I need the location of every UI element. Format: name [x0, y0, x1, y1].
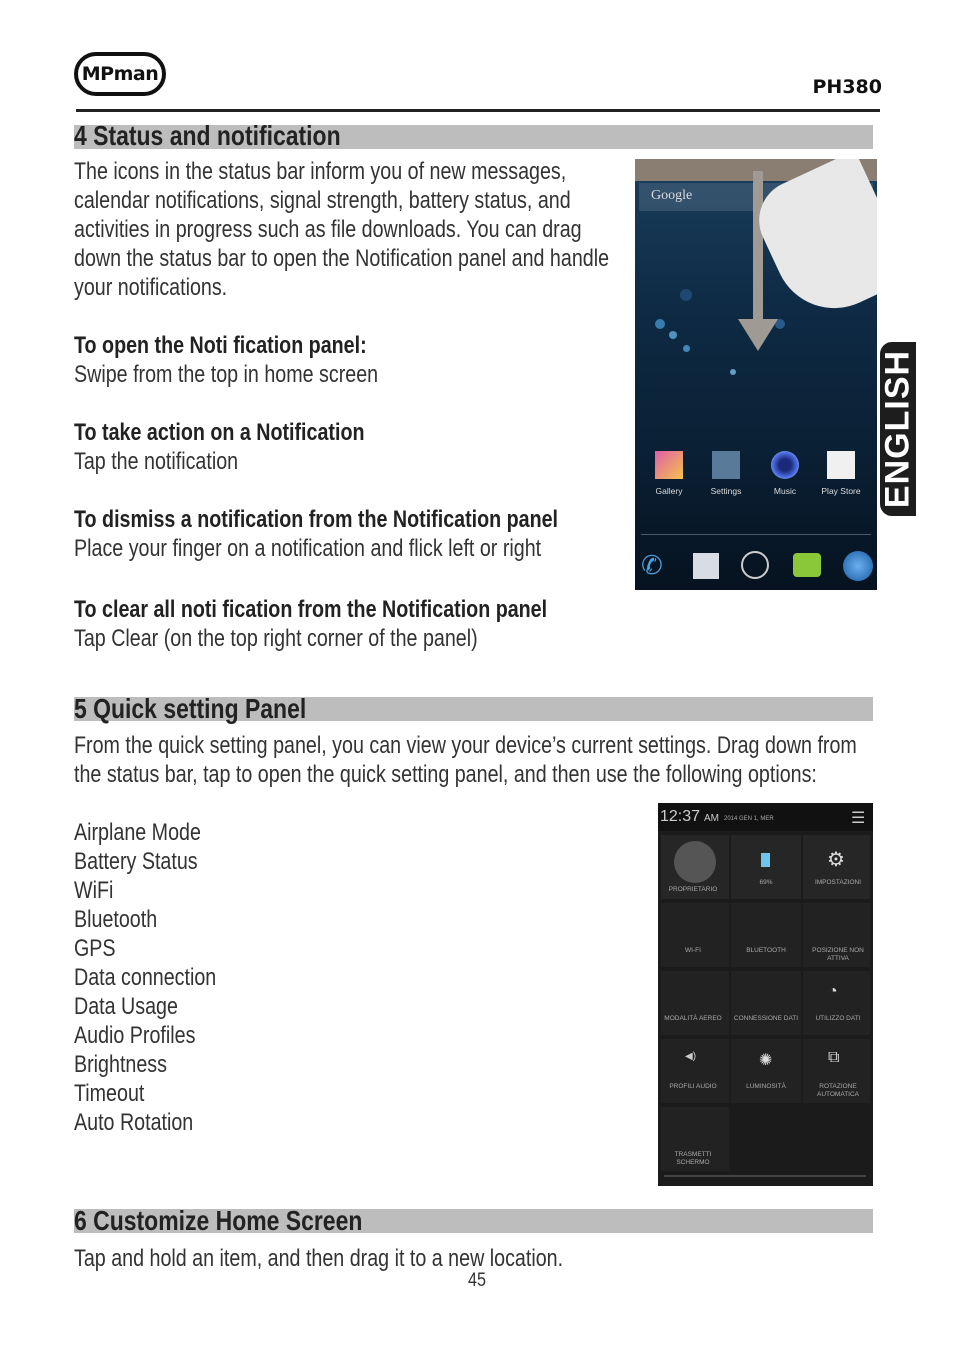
take-action-body: Tap the notification — [74, 448, 239, 475]
app-drawer-icon — [741, 551, 769, 579]
section-4-title: 4 Status and notification — [74, 120, 341, 151]
app-label-music: Music — [773, 486, 797, 496]
drag-arrow-shaft — [753, 171, 763, 329]
rotation-icon: ⧉ — [828, 1049, 840, 1066]
option-data-usage: Data Usage — [74, 993, 178, 1020]
brightness-icon: ✺ — [759, 1052, 773, 1069]
tile-airplane — [661, 971, 729, 1035]
language-tab-label: ENGLISH — [878, 349, 917, 509]
tile-label-settings: IMPOSTAZIONI — [814, 879, 862, 886]
option-battery-status: Battery Status — [74, 848, 198, 875]
tile-data-connection — [731, 971, 801, 1035]
section-4-intro-line-2: calendar notifications, signal strength, battery status, and — [74, 187, 571, 214]
tile-label-audio-profiles: PROFILI AUDIO — [669, 1083, 717, 1090]
option-gps: GPS — [74, 935, 116, 962]
drag-arrow-head — [738, 319, 778, 351]
section-4-intro-line-1: The icons in the status bar inform you of new messages, — [74, 158, 567, 185]
play-store-icon — [827, 451, 855, 479]
clear-all-heading: To clear all noti fication from the Notification panel — [74, 596, 548, 623]
option-audio-profiles: Audio Profiles — [74, 1022, 196, 1049]
clear-all-body: Tap Clear (on the top right corner of the panel) — [74, 625, 478, 652]
open-panel-body: Swipe from the top in home screen — [74, 361, 379, 388]
tile-audio-profiles — [661, 1039, 729, 1103]
tile-label-owner: PROPRIETARIO — [668, 886, 718, 893]
brand-logo — [74, 52, 166, 96]
settings-icon — [712, 451, 740, 479]
section-4-intro-line-5: your notifications. — [74, 274, 228, 301]
section-4-intro-line-3: activities in progress such as file downloads. You can drag — [74, 216, 582, 243]
gear-icon: ⚙ — [827, 849, 845, 871]
open-panel-heading: To open the Noti fication panel: — [74, 332, 367, 359]
dismiss-heading: To dismiss a notification from the Notification panel — [74, 506, 559, 533]
tile-bluetooth — [731, 903, 801, 967]
app-label-settings: Settings — [710, 486, 742, 496]
app-label-play-store: Play Store — [821, 486, 861, 496]
clock-ampm: AM — [704, 813, 719, 824]
option-brightness: Brightness — [74, 1051, 167, 1078]
page-number: 45 — [468, 1270, 486, 1291]
model-number: PH380 — [812, 76, 882, 98]
tile-label-wifi: WI-FI — [685, 947, 701, 954]
contacts-icon — [693, 553, 719, 579]
tile-label-auto-rotation: ROTAZIONE AUTOMATICA — [816, 1083, 859, 1098]
tile-brightness — [731, 1039, 801, 1103]
tile-label-brightness: LUMINOSITÀ — [746, 1083, 786, 1090]
header-divider — [76, 109, 880, 112]
section-6-title: 6 Customize Home Screen — [74, 1205, 363, 1236]
section-5-intro-line-2: the status bar, tap to open the quick setting panel, and then use the following options: — [74, 761, 817, 788]
section-6-body: Tap and hold an item, and then drag it to a new location. — [74, 1245, 564, 1272]
menu-icon: ☰ — [851, 810, 866, 827]
option-data-connection: Data connection — [74, 964, 217, 991]
tile-label-cast-screen: TRASMETTI SCHERMO — [674, 1151, 712, 1166]
language-tab — [880, 342, 916, 516]
phone-icon: ✆ — [641, 550, 663, 580]
option-airplane-mode: Airplane Mode — [74, 819, 201, 846]
tile-label-airplane: MODALITÀ AEREO — [664, 1015, 722, 1022]
option-timeout: Timeout — [74, 1080, 145, 1107]
clock-date: 2014 GEN 1, MER — [724, 816, 774, 822]
section-5-intro-line-1: From the quick setting panel, you can view your device’s current settings. Drag down from — [74, 732, 857, 759]
clock-time: 12:37 — [660, 808, 701, 825]
data-usage-icon: ◔ — [828, 983, 838, 1000]
dismiss-body: Place your finger on a notification and flick left or right — [74, 535, 542, 562]
app-label-gallery: Gallery — [655, 486, 683, 496]
tile-battery — [731, 835, 801, 899]
section-4-intro-line-4: down the status bar to open the Notification panel and handle — [74, 245, 610, 272]
messaging-icon — [793, 553, 821, 577]
tile-wifi — [661, 903, 729, 967]
option-bluetooth: Bluetooth — [74, 906, 158, 933]
speaker-icon: ◀) — [685, 1051, 697, 1062]
owner-avatar — [674, 841, 716, 883]
tile-label-location: POSIZIONE NON ATTIVA — [812, 947, 864, 962]
option-wifi: WiFi — [74, 877, 114, 904]
quick-settings-screenshot — [658, 803, 873, 1186]
battery-icon — [761, 853, 770, 867]
browser-icon — [843, 551, 873, 581]
search-text: Google — [651, 188, 693, 203]
tile-settings — [803, 835, 870, 899]
tile-label-bluetooth: BLUETOOTH — [746, 947, 786, 954]
option-auto-rotation: Auto Rotation — [74, 1109, 194, 1136]
logo-text: MPman — [81, 63, 159, 85]
gallery-icon — [655, 451, 683, 479]
tile-data-usage — [803, 971, 870, 1035]
tile-label-battery: 69% — [759, 879, 773, 886]
section-5-title: 5 Quick setting Panel — [74, 693, 307, 724]
tile-label-data-connection: CONNESSIONE DATI — [733, 1015, 799, 1022]
take-action-heading: To take action on a Notification — [74, 419, 365, 446]
music-icon — [771, 451, 799, 479]
tile-label-data-usage: UTILIZZO DATI — [815, 1015, 861, 1022]
home-screen-screenshot — [635, 159, 877, 590]
